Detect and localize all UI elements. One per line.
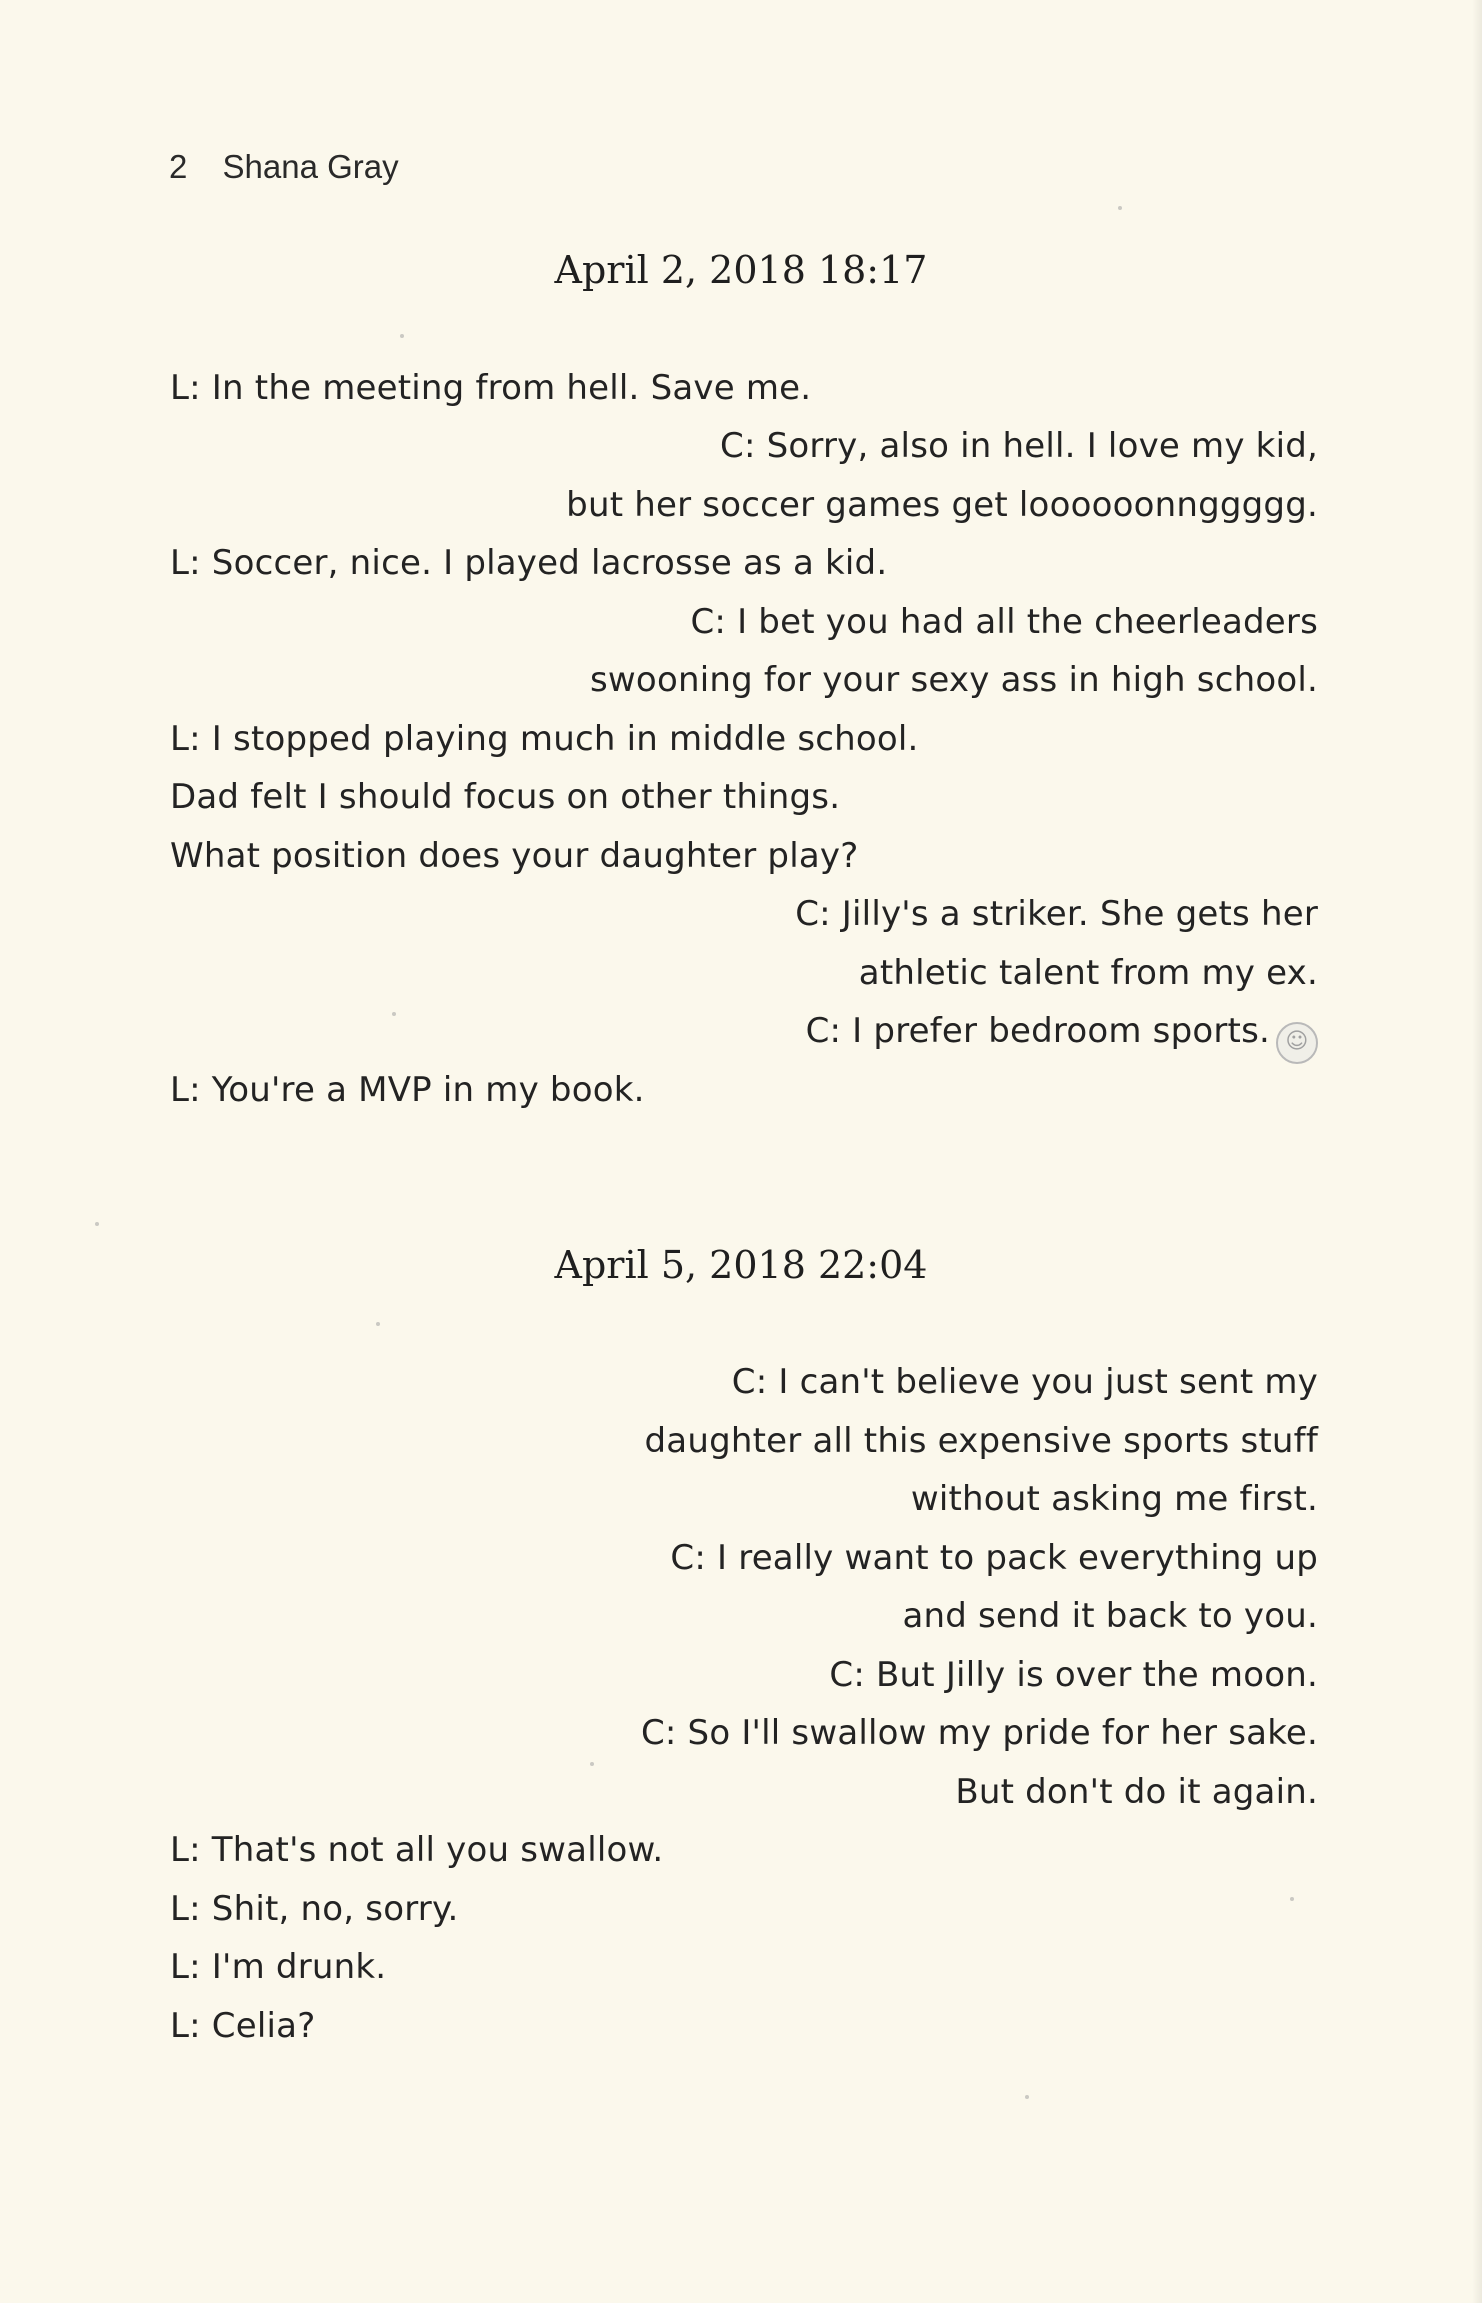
scan-speck [1290, 1897, 1294, 1901]
message-line: L: That's not all you swallow. [170, 1830, 664, 1870]
message-line: C: But Jilly is over the moon. [829, 1655, 1318, 1695]
scan-speck [1118, 206, 1122, 210]
message-line: L: Shit, no, sorry. [170, 1889, 459, 1929]
scan-speck [376, 1322, 380, 1326]
message-line: L: Celia? [170, 2006, 316, 2046]
message-line: daughter all this expensive sports stuff [644, 1421, 1318, 1461]
message-line: swooning for your sexy ass in high school. [590, 660, 1318, 700]
section-date-heading: April 5, 2018 22:04 [554, 1243, 928, 1287]
message-line: L: In the meeting from hell. Save me. [170, 368, 812, 408]
message-line: without asking me first. [910, 1479, 1318, 1519]
message-line: Dad felt I should focus on other things. [170, 777, 841, 817]
scan-speck [590, 1762, 594, 1766]
scan-speck [400, 334, 404, 338]
message-line: L: I'm drunk. [170, 1947, 387, 1987]
message-line: L: You're a MVP in my book. [170, 1070, 645, 1110]
message-line: But don't do it again. [955, 1772, 1318, 1812]
scan-speck [95, 1222, 99, 1226]
message-line: and send it back to you. [902, 1596, 1318, 1636]
message-line: L: Soccer, nice. I played lacrosse as a kid. [170, 543, 888, 583]
message-line: but her soccer games get loooooonnggggg. [566, 485, 1318, 525]
message-line-with-emoji [806, 1011, 1318, 1064]
author-name: Shana Gray [222, 148, 399, 185]
message-line: L: I stopped playing much in middle school. [170, 719, 919, 759]
message-line: C: Sorry, also in hell. I love my kid, [720, 426, 1318, 466]
message-line: C: I really want to pack everything up [670, 1538, 1318, 1578]
scan-speck [392, 1012, 396, 1016]
running-header [169, 148, 399, 186]
winking-face-emoji-icon: ☺ [1276, 1022, 1318, 1064]
message-line: C: Jilly's a striker. She gets her [795, 894, 1318, 934]
page-edge-shadow [1472, 0, 1482, 2303]
message-line: athletic talent from my ex. [858, 953, 1318, 993]
section-date-heading: April 2, 2018 18:17 [554, 248, 928, 292]
message-line: C: So I'll swallow my pride for her sake. [640, 1713, 1318, 1753]
page-number: 2 [169, 148, 188, 185]
scan-speck [1025, 2095, 1029, 2099]
message-line: C: I bet you had all the cheerleaders [690, 602, 1318, 642]
message-line: C: I can't believe you just sent my [731, 1362, 1318, 1402]
message-line: What position does your daughter play? [170, 836, 859, 876]
message-text: C: I prefer bedroom sports. [805, 1011, 1270, 1051]
